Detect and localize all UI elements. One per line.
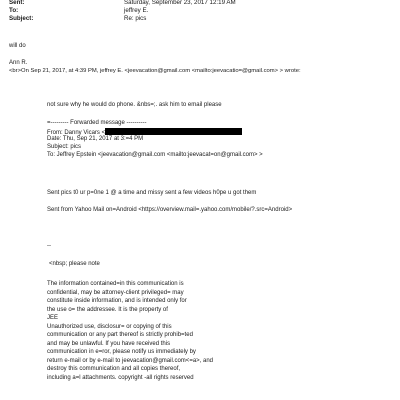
disclaimer-line: JEE [47, 315, 59, 321]
signoff-note: <nbsp; please note [49, 261, 100, 267]
body-line-1: Sent pics t0 ur p=0ne 1 @ a time and missy sent a few videos h0pe u got them [47, 190, 257, 196]
sent-label: Sent: [9, 0, 25, 6]
disclaimer-line: and may be unlawful. If you have received this [47, 341, 171, 347]
disclaimer-line: communication in e=ror, please notify us immediately by [47, 349, 196, 355]
disclaimer-line: constitute inside information, and is intended only for [47, 298, 187, 304]
forward-to: To: Jeffrey Epstein <jeevacation@gmail.com <mailto:jeevacat=on@gmail.com> > [47, 152, 263, 158]
subject-label: Subject: [9, 15, 34, 22]
disclaimer-line: The information contained=in this communication is [47, 281, 184, 287]
signoff-dashes: -- [47, 243, 51, 249]
disclaimer-line: confidential, may be attorney-client privileged= may [47, 290, 184, 296]
disclaimer-line: the use o= the addressee. It is the property of [47, 307, 168, 313]
disclaimer-line: Unauthorized use, disclosur= or copying of this [47, 324, 172, 330]
quote-intro: <br>On Sep 21, 2017, at 4:39 PM, jeffrey E. <jeevacation@gmail.com <mailto:jeevacatio=@gmail.com> > wrote: [9, 68, 301, 74]
reply-line: will do [9, 43, 26, 49]
forward-subject: Subject: pics [47, 144, 82, 150]
forward-from: From: Danny Vicars < [47, 130, 106, 136]
subject-value: Re: pics [124, 15, 147, 22]
disclaimer-line: including a=l attachments. copyright -all rights reserved [47, 375, 194, 381]
disclaimer-line: communication or any part thereof is strictly prohib=ted [47, 332, 193, 338]
redaction-bar [105, 128, 242, 135]
quoted-line: not sure why he would do phone. &nbs=;. ask him to email please [47, 102, 222, 108]
body-line-2: Sent from Yahoo Mail on=Android <https://overview.mail=.yahoo.com/mobile/?.src=Android> [47, 207, 293, 213]
to-label: To: [9, 7, 19, 14]
disclaimer-line: destroy this communication and all copies thereof, [47, 366, 181, 372]
forward-date: Date: Thu, Sep 21, 2017 at 3:=4 PM [47, 136, 144, 142]
signature: Ann R. [9, 60, 28, 66]
to-value: jeffrey E. [124, 7, 149, 14]
forward-divider: =--------- Forwarded message ---------- [47, 120, 147, 126]
disclaimer-line: return e-mail or by e-mail to jeevacation@gmail.com<=a>, and [47, 358, 214, 364]
sent-value: Saturday, September 23, 2017 12:19 AM [124, 0, 236, 6]
